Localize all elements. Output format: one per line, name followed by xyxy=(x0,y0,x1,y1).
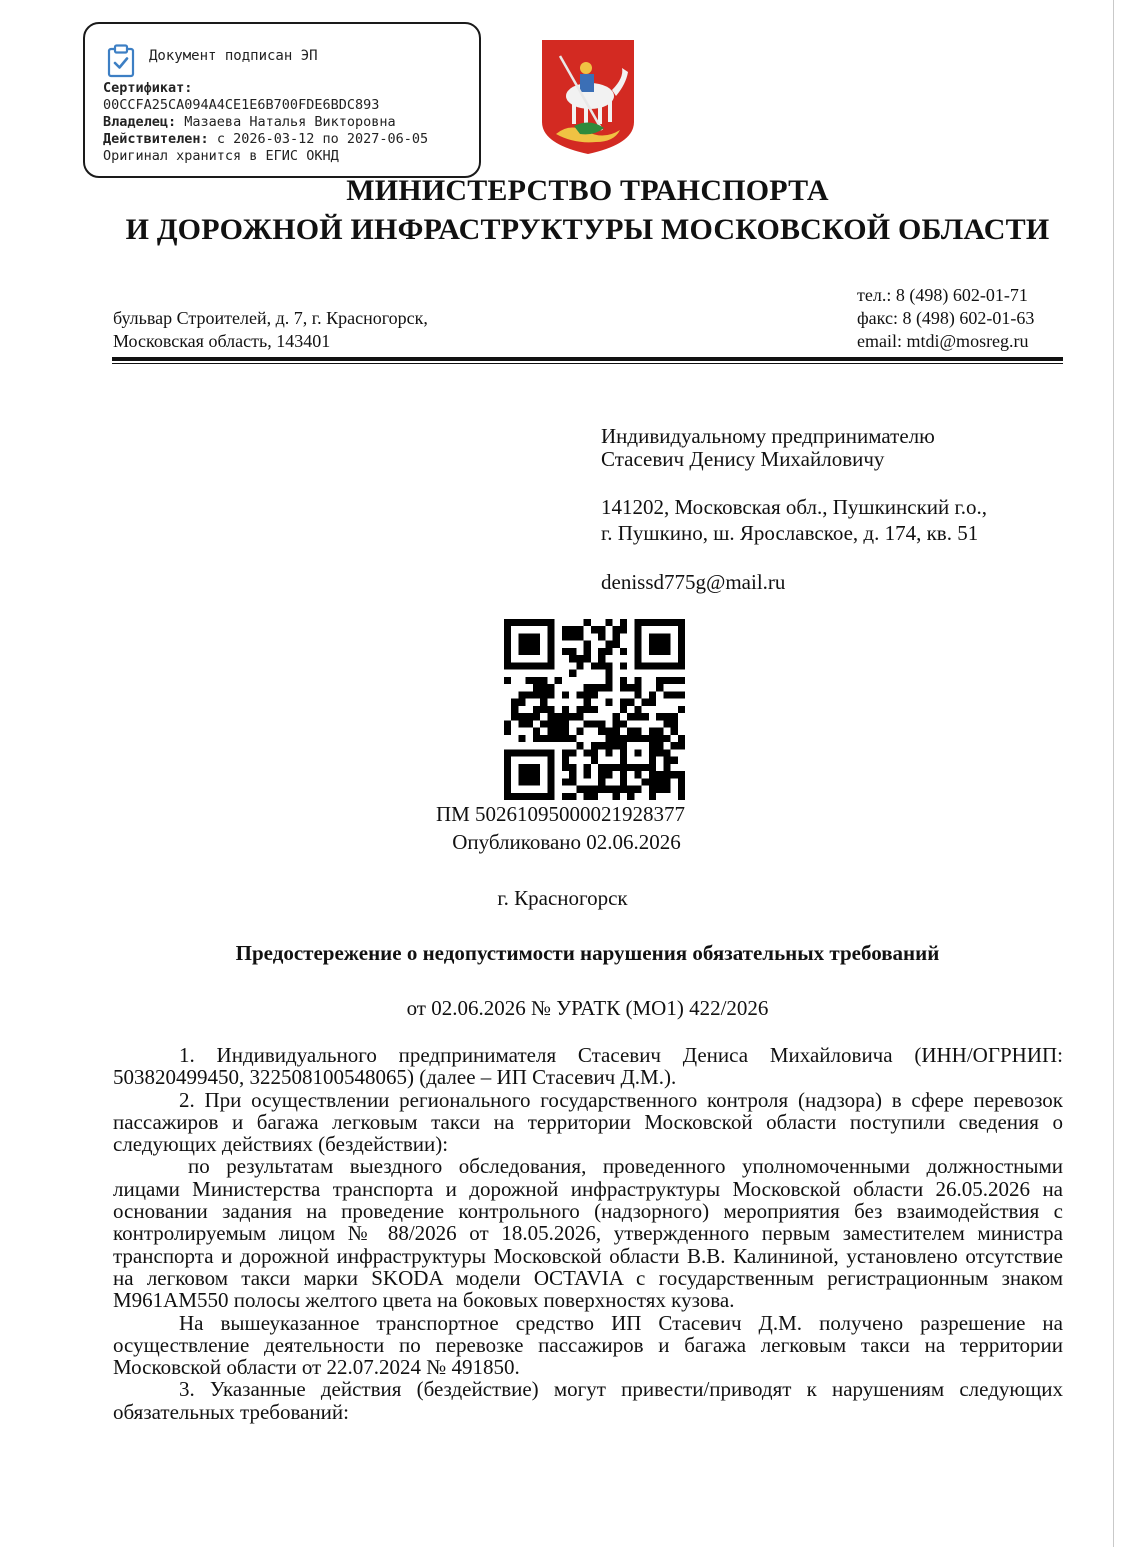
header-divider-thin xyxy=(112,363,1063,364)
paragraph-inspection: по результатам выездного обследования, проведенного уполномоченными должностными лицами Министерства транспорта и дорожной инфраструктуры Московской области 26.05.2026 на основании задания на проведение контрольного (надзорного) мероприятия без взаимодействия с контролируемым лицом № 88/2026 от 18.05.2026, утвержденного первым заместителем министра транспорта и дорожной инфраструктуры Московской области В.В. Калининой, установлено отсутствие на легковом такси марки SKODA модели OCTAVIA с государственным регистрационным знаком М961АМ550 полосы желтого цвета на боковых поверхностях кузова. xyxy=(113,1154,1063,1313)
document-body xyxy=(113,1044,1063,1423)
recipient-line2: Стасевич Денису Михайловичу xyxy=(601,447,885,471)
paragraph-1: 1. Индивидуального предпринимателя Стасевич Дениса Михайловича (ИНН/ОГРНИП: 503820499450, 322508100548065) (далее – ИП Стасевич Д.М.). xyxy=(113,1043,1063,1090)
fax: факс: 8 (498) 602-01-63 xyxy=(857,308,1035,328)
owner-value: Мазаева Наталья Викторовна xyxy=(184,114,396,130)
clipboard-check-icon xyxy=(107,44,135,78)
header-divider-thick xyxy=(112,357,1063,361)
ministry-email: email: mtdi@mosreg.ru xyxy=(857,331,1029,351)
valid-label: Действителен: xyxy=(103,131,209,147)
qr-code xyxy=(504,619,685,800)
stamp-heading: Документ подписан ЭП xyxy=(149,48,318,64)
published-date: Опубликовано 02.06.2026 xyxy=(452,830,681,854)
certificate-value: 00CCFA25CA094A4CE1E6B700FDE6BDC893 xyxy=(103,97,380,113)
document-title: Предостережение о недопустимости нарушения обязательных требований xyxy=(235,941,940,965)
ministry-contacts xyxy=(857,284,1034,353)
recipient-email: denissd775g@mail.ru xyxy=(601,570,786,594)
stamp-details xyxy=(103,80,428,165)
recipient-address xyxy=(601,494,987,546)
address-line1: бульвар Строителей, д. 7, г. Красногорск, xyxy=(113,308,428,328)
paragraph-permit: На вышеуказанное транспортное средство ИП Стасевич Д.М. получено разрешение на осуществление деятельности по перевозке пассажиров и багажа легковым такси на территории Московской области от 22.07.2024 № 491850. xyxy=(113,1310,1063,1380)
recipient-address-line1: 141202, Московская обл., Пушкинский г.о., xyxy=(601,495,988,519)
owner-label: Владелец: xyxy=(103,114,177,130)
ministry-title-line1: МИНИСТЕРСТВО ТРАНСПОРТА xyxy=(346,174,829,207)
recipient-address-line2: г. Пушкино, ш. Ярославское, д. 174, кв. 51 xyxy=(601,521,979,545)
ministry-title-line2: И ДОРОЖНОЙ ИНФРАСТРУКТУРЫ МОСКОВСКОЙ ОБЛАСТИ xyxy=(125,213,1050,246)
digital-signature-stamp xyxy=(83,22,481,178)
recipient-name xyxy=(601,425,935,471)
document-number: от 02.06.2026 № УРАТК (МО1) 422/2026 xyxy=(406,996,769,1020)
registry-number: ПМ 50261095000021928377 xyxy=(435,802,686,826)
address-line2: Московская область, 143401 xyxy=(113,331,331,351)
valid-value: с 2026-03-12 по 2027-06-05 xyxy=(216,131,429,147)
certificate-label: Сертификат: xyxy=(103,80,193,96)
ministry-address xyxy=(113,307,428,353)
coat-of-arms-emblem xyxy=(540,38,636,156)
phone: тел.: 8 (498) 602-01-71 xyxy=(857,285,1028,305)
recipient-line1: Индивидуальному предпринимателю xyxy=(601,424,935,448)
paragraph-3: 3. Указанные действия (бездействие) могут привести/приводят к нарушениям следующих обязательных требований: xyxy=(113,1377,1063,1424)
paragraph-2: 2. При осуществлении регионального государственного контроля (надзора) в сфере перевозок пассажиров и багажа легковым такси на территории Московской области поступили сведения о следующих действиях (бездействии): xyxy=(113,1087,1063,1157)
document-city: г. Красногорск xyxy=(497,886,628,910)
storage-note: Оригинал хранится в ЕГИС ОКНД xyxy=(103,148,339,164)
